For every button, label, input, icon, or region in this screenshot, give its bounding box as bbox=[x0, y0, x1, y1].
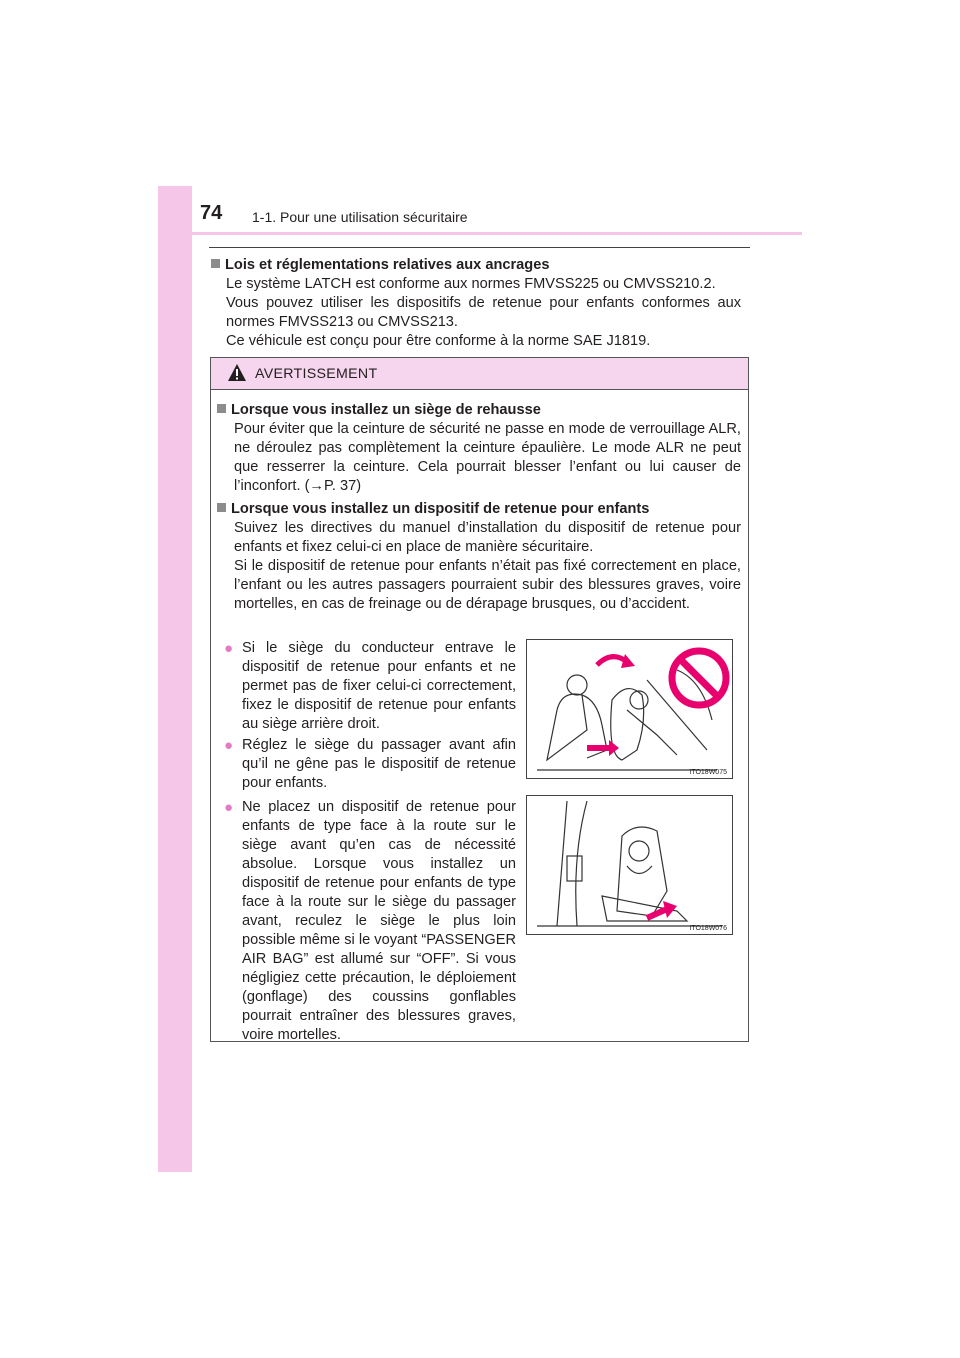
square-bullet-icon bbox=[217, 404, 226, 413]
forward-facing-seat-illustration bbox=[527, 796, 732, 934]
intro-section bbox=[211, 256, 741, 351]
warning-section-heading: Lorsque vous installez un dispositif de retenue pour enfants bbox=[217, 500, 741, 519]
intro-heading: Lois et réglementations relatives aux ancrages bbox=[211, 256, 741, 275]
intro-line: Vous pouvez utiliser les dispositifs de retenue pour enfants conformes aux normes FMVSS213 ou CMVSS213. bbox=[226, 295, 741, 330]
warning-header bbox=[211, 358, 748, 390]
warning-triangle-icon bbox=[227, 363, 247, 382]
seat-interference-illustration bbox=[527, 640, 732, 778]
illustration-forward-facing-seat bbox=[526, 795, 733, 935]
figure-code: ITO18W075 bbox=[689, 769, 727, 776]
warning-box bbox=[210, 357, 749, 1042]
warning-bullet: ● Si le siège du conducteur entrave le dispositif de retenue pour enfants et ne permet pas de fixer celui-ci correctement, fixez le dispositif de retenue pour enfants au siège arrière droit. bbox=[224, 640, 516, 732]
square-bullet-icon bbox=[211, 259, 220, 268]
square-bullet-icon bbox=[217, 503, 226, 512]
round-bullet-icon: ● bbox=[224, 640, 234, 657]
warning-section-heading: Lorsque vous installez un siège de rehausse bbox=[217, 401, 741, 420]
round-bullet-icon: ● bbox=[224, 737, 234, 754]
side-tab-strip bbox=[158, 186, 192, 1172]
warning-bullet: ● Ne placez un dispositif de retenue pour enfants de type face à la route sur le siège avant qu’en cas de nécessité absolue. Lorsque vous installez un dispositif de retenue pour enfants de type face à la route sur le siège du passager avant, reculez le siège le plus loin possible même si le voyant “PASSENGER AIR BAG” est allumé sur “OFF”. Si vous négligiez cette précaution, le déploiement (gonflage) des coussins gonflables pourrait entraîner des blessures graves, voire mortelles. bbox=[224, 799, 516, 1043]
warning-bullet: ● Réglez le siège du passager avant afin qu’il ne gêne pas le dispositif de retenue pour enfants. bbox=[224, 737, 516, 791]
warning-section-text: Suivez les directives du manuel d’installation du dispositif de retenue pour enfants et fixez celui-ci en place de manière sécuritaire. bbox=[234, 520, 741, 555]
warning-body bbox=[217, 401, 741, 614]
warning-section-text: Si le dispositif de retenue pour enfants n’était pas fixé correctement en place, l’enfant ou les autres passagers pourraient subir des blessures graves, voire mortelles, en cas de freinage ou de dérapage brusques, ou d’accident. bbox=[234, 558, 741, 612]
header-rule bbox=[192, 232, 802, 235]
warning-section-text: Pour éviter que la ceinture de sécurité ne passe en mode de verrouillage ALR, ne déroulez pas complètement la ceinture épaulière. Le mode ALR ne peut que resserrer la ceinture. Cela pourrait blesser l’enfant ou lui causer de l’inconfort. (→P. 37) bbox=[234, 421, 741, 494]
round-bullet-icon: ● bbox=[224, 799, 234, 816]
section-title: 1-1. Pour une utilisation sécuritaire bbox=[252, 209, 468, 225]
intro-line: Ce véhicule est conçu pour être conforme à la norme SAE J1819. bbox=[226, 333, 651, 349]
warning-title: AVERTISSEMENT bbox=[255, 366, 378, 382]
intro-line: Le système LATCH est conforme aux normes FMVSS225 ou CMVSS210.2. bbox=[226, 276, 716, 292]
content-rule bbox=[209, 247, 750, 248]
figure-code: ITO18W076 bbox=[689, 925, 727, 932]
page-number: 74 bbox=[200, 202, 223, 224]
illustration-seat-interference bbox=[526, 639, 733, 779]
